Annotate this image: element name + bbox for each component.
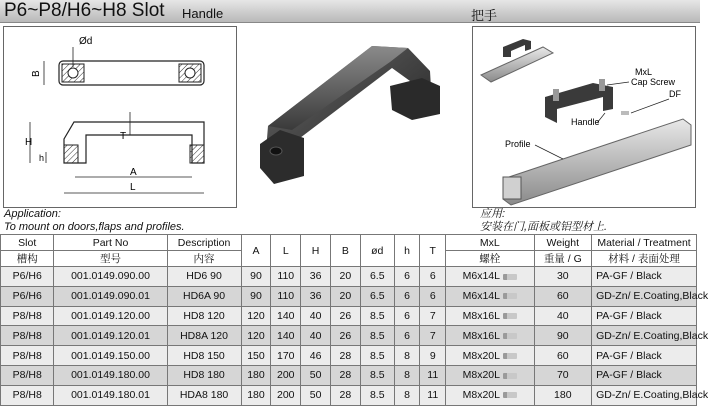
cell-slot: P8/H8 bbox=[1, 306, 54, 326]
table-row bbox=[1, 385, 697, 405]
cap-screw-label: Cap Screw bbox=[631, 77, 676, 87]
cell-slot: P8/H8 bbox=[1, 326, 54, 346]
page-subtitle: Handle bbox=[182, 6, 224, 21]
cell-h: 40 bbox=[301, 326, 331, 346]
handle-label: Handle bbox=[571, 117, 600, 127]
page-title-cn: 把手 bbox=[471, 8, 498, 23]
cell-mxl bbox=[446, 326, 534, 346]
cell-h: 40 bbox=[301, 306, 331, 326]
cell-small-h: 6 bbox=[394, 267, 420, 287]
cell-h: 50 bbox=[301, 385, 331, 405]
cell-part-no: 001.0149.090.01 bbox=[54, 286, 167, 306]
cell-b: 20 bbox=[330, 286, 360, 306]
col-header-cn: 材料 / 表面处理 bbox=[592, 251, 697, 267]
cell-a: 120 bbox=[241, 306, 271, 326]
table-row bbox=[1, 365, 697, 385]
cell-h: 50 bbox=[301, 365, 331, 385]
cell-part-no: 001.0149.120.01 bbox=[54, 326, 167, 346]
assembly-svg bbox=[473, 27, 695, 207]
cell-slot: P8/H8 bbox=[1, 385, 54, 405]
handle-mount-hole bbox=[270, 147, 282, 155]
cell-mxl bbox=[446, 385, 534, 405]
col-header: Slot bbox=[1, 235, 54, 251]
application-en bbox=[4, 208, 185, 234]
dim-h-label: H bbox=[25, 137, 33, 148]
col-header: Description bbox=[167, 235, 241, 251]
col-header: MxL bbox=[446, 235, 534, 251]
bolt-icon bbox=[503, 373, 517, 379]
cell-material: GD-Zn/ E.Coating,Black bbox=[592, 326, 697, 346]
table-row bbox=[1, 267, 697, 287]
cell-d: 6.5 bbox=[360, 286, 394, 306]
cell-t: 7 bbox=[420, 326, 446, 346]
cell-weight: 30 bbox=[534, 267, 592, 287]
title-bar bbox=[0, 0, 700, 23]
cell-b: 20 bbox=[330, 267, 360, 287]
mxl-text: M8x20L bbox=[462, 389, 500, 402]
cap-screw-left bbox=[553, 89, 559, 101]
cell-d: 8.5 bbox=[360, 326, 394, 346]
col-header: Part No bbox=[54, 235, 167, 251]
cell-t: 11 bbox=[420, 365, 446, 385]
cell-description: HD8 120 bbox=[167, 306, 241, 326]
dim-l-label: L bbox=[130, 182, 136, 193]
cell-part-no: 001.0149.150.00 bbox=[54, 346, 167, 366]
spec-table bbox=[0, 234, 708, 406]
dim-b-label: B bbox=[31, 70, 42, 77]
technical-drawing bbox=[3, 26, 237, 208]
cell-l: 110 bbox=[271, 286, 301, 306]
col-header-cn: 槽构 bbox=[1, 251, 54, 267]
cell-t: 9 bbox=[420, 346, 446, 366]
profile-label: Profile bbox=[505, 139, 531, 149]
cell-t: 6 bbox=[420, 267, 446, 287]
cell-l: 200 bbox=[271, 385, 301, 405]
cell-small-h: 6 bbox=[394, 326, 420, 346]
cell-description: HD6A 90 bbox=[167, 286, 241, 306]
cell-mxl bbox=[446, 267, 534, 287]
cell-small-h: 6 bbox=[394, 286, 420, 306]
col-header: B bbox=[330, 235, 360, 267]
table-row bbox=[1, 306, 697, 326]
cell-material: GD-Zn/ E.Coating,Black bbox=[592, 286, 697, 306]
drawing-svg bbox=[4, 27, 236, 207]
cell-h: 36 bbox=[301, 286, 331, 306]
cell-a: 120 bbox=[241, 326, 271, 346]
main-profile bbox=[503, 119, 691, 205]
cell-t: 7 bbox=[420, 306, 446, 326]
handle-render-svg bbox=[240, 26, 468, 206]
cell-material: GD-Zn/ E.Coating,Black bbox=[592, 385, 697, 405]
cell-description: HD8 180 bbox=[167, 365, 241, 385]
cell-weight: 180 bbox=[534, 385, 592, 405]
cell-material: PA-GF / Black bbox=[592, 267, 697, 287]
right-hole bbox=[185, 68, 195, 78]
handle-render bbox=[240, 26, 468, 206]
cell-slot: P8/H8 bbox=[1, 346, 54, 366]
cell-weight: 90 bbox=[534, 326, 592, 346]
df-nut bbox=[621, 111, 629, 115]
cell-b: 28 bbox=[330, 385, 360, 405]
side-view-body bbox=[64, 122, 204, 163]
cell-description: HD6 90 bbox=[167, 267, 241, 287]
cell-l: 200 bbox=[271, 365, 301, 385]
cell-a: 180 bbox=[241, 385, 271, 405]
cell-a: 180 bbox=[241, 365, 271, 385]
cell-weight: 60 bbox=[534, 346, 592, 366]
cell-description: HDA8 180 bbox=[167, 385, 241, 405]
cell-material: PA-GF / Black bbox=[592, 306, 697, 326]
cell-d: 8.5 bbox=[360, 346, 394, 366]
side-left-foot bbox=[64, 145, 78, 163]
handle-top-face bbox=[268, 46, 408, 130]
dim-t-label: T bbox=[120, 131, 127, 142]
cell-material: PA-GF / Black bbox=[592, 346, 697, 366]
application-en-heading: Application: bbox=[4, 208, 61, 220]
bolt-icon bbox=[503, 313, 517, 319]
df-label: DF bbox=[669, 89, 681, 99]
cell-small-h: 8 bbox=[394, 346, 420, 366]
cell-l: 170 bbox=[271, 346, 301, 366]
cell-b: 28 bbox=[330, 365, 360, 385]
col-header: L bbox=[271, 235, 301, 267]
table-row bbox=[1, 326, 697, 346]
handle-left-foot bbox=[260, 130, 304, 184]
assembly-illustration bbox=[472, 26, 696, 208]
cell-d: 8.5 bbox=[360, 306, 394, 326]
cell-weight: 70 bbox=[534, 365, 592, 385]
small-profile bbox=[481, 47, 553, 82]
profile-end-face bbox=[503, 177, 521, 199]
col-header: Weight bbox=[534, 235, 592, 251]
cell-part-no: 001.0149.090.00 bbox=[54, 267, 167, 287]
col-header: T bbox=[420, 235, 446, 267]
col-header: ød bbox=[360, 235, 394, 267]
application-cn bbox=[480, 208, 607, 234]
cell-slot: P6/H6 bbox=[1, 286, 54, 306]
dim-a-label: A bbox=[130, 167, 137, 178]
col-header: Material / Treatment bbox=[592, 235, 697, 251]
mxl-label: MxL bbox=[635, 67, 653, 77]
cell-small-h: 8 bbox=[394, 385, 420, 405]
cell-description: HD8 150 bbox=[167, 346, 241, 366]
cell-part-no: 001.0149.120.00 bbox=[54, 306, 167, 326]
bolt-icon bbox=[503, 333, 517, 339]
cell-part-no: 001.0149.180.00 bbox=[54, 365, 167, 385]
application-cn-text: 安装在门,面板或铝型材上. bbox=[480, 221, 608, 233]
bolt-icon bbox=[503, 392, 517, 398]
cell-t: 6 bbox=[420, 286, 446, 306]
cell-l: 140 bbox=[271, 306, 301, 326]
bolt-icon bbox=[503, 353, 517, 359]
cell-l: 110 bbox=[271, 267, 301, 287]
cell-a: 90 bbox=[241, 286, 271, 306]
cell-small-h: 6 bbox=[394, 306, 420, 326]
mxl-text: M8x16L bbox=[462, 329, 500, 342]
cell-h: 36 bbox=[301, 267, 331, 287]
cell-a: 150 bbox=[241, 346, 271, 366]
cell-mxl bbox=[446, 306, 534, 326]
cell-b: 28 bbox=[330, 346, 360, 366]
cell-d: 6.5 bbox=[360, 267, 394, 287]
cell-mxl bbox=[446, 286, 534, 306]
handle-right-foot bbox=[390, 78, 440, 120]
mxl-text: M6x14L bbox=[462, 290, 500, 303]
table-row bbox=[1, 346, 697, 366]
bolt-icon bbox=[503, 293, 517, 299]
mxl-text: M8x20L bbox=[462, 369, 500, 382]
dim-small-h-label: h bbox=[39, 153, 45, 163]
cell-h: 46 bbox=[301, 346, 331, 366]
cell-part-no: 001.0149.180.01 bbox=[54, 385, 167, 405]
mxl-text: M6x14L bbox=[462, 270, 500, 283]
cell-small-h: 8 bbox=[394, 365, 420, 385]
cell-slot: P6/H6 bbox=[1, 267, 54, 287]
col-header: A bbox=[241, 235, 271, 267]
col-header-cn: 螺栓 bbox=[446, 251, 534, 267]
cell-d: 8.5 bbox=[360, 385, 394, 405]
col-header-cn: 内容 bbox=[167, 251, 241, 267]
cell-mxl bbox=[446, 346, 534, 366]
application-en-text: To mount on doors,flaps and profiles. bbox=[4, 221, 185, 233]
cell-material: PA-GF / Black bbox=[592, 365, 697, 385]
table-header-row bbox=[1, 235, 697, 251]
page-title: P6~P8/H6~H8 Slot bbox=[4, 0, 165, 21]
application-cn-heading: 应用: bbox=[480, 208, 506, 220]
cell-d: 8.5 bbox=[360, 365, 394, 385]
side-right-foot bbox=[190, 145, 204, 163]
mxl-text: M8x16L bbox=[462, 309, 500, 322]
cell-b: 26 bbox=[330, 306, 360, 326]
cell-slot: P8/H8 bbox=[1, 365, 54, 385]
cell-description: HD8A 120 bbox=[167, 326, 241, 346]
col-header-cn: 型号 bbox=[54, 251, 167, 267]
cell-t: 11 bbox=[420, 385, 446, 405]
cell-a: 90 bbox=[241, 267, 271, 287]
mxl-text: M8x20L bbox=[462, 349, 500, 362]
table-row bbox=[1, 286, 697, 306]
dim-d-label: Ød bbox=[79, 36, 93, 47]
cell-weight: 60 bbox=[534, 286, 592, 306]
cell-b: 26 bbox=[330, 326, 360, 346]
col-header-cn: 重量 / G bbox=[534, 251, 592, 267]
left-hole bbox=[68, 68, 78, 78]
cell-weight: 40 bbox=[534, 306, 592, 326]
bolt-icon bbox=[503, 274, 517, 280]
cell-mxl bbox=[446, 365, 534, 385]
col-header: h bbox=[394, 235, 420, 267]
cap-screw-right bbox=[599, 79, 605, 91]
cell-l: 140 bbox=[271, 326, 301, 346]
col-header: H bbox=[301, 235, 331, 267]
